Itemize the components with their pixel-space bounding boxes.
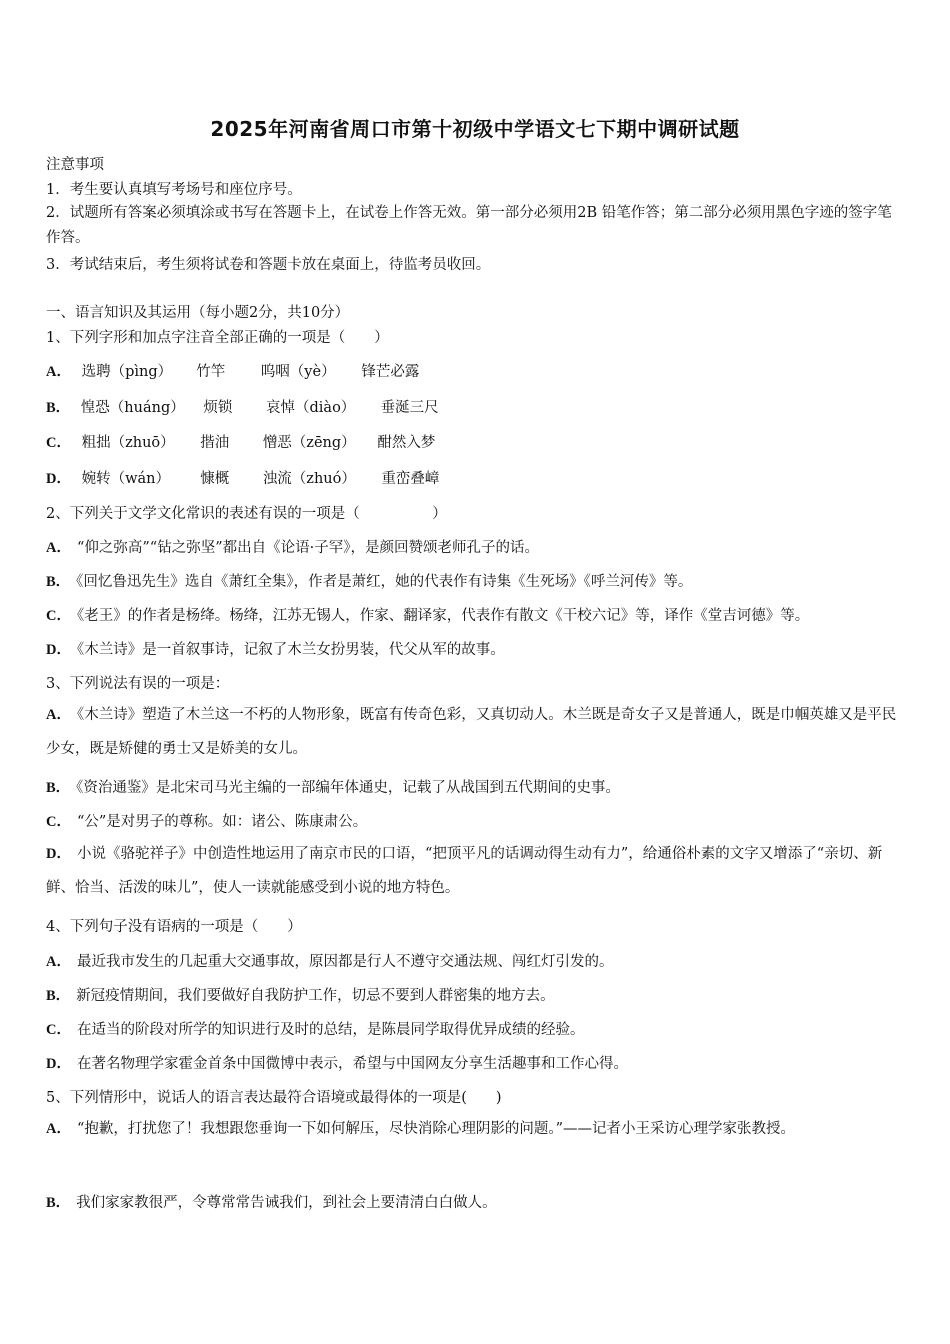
option-item: 憎恶（zēng） xyxy=(262,435,356,451)
option-label: B． xyxy=(46,400,71,416)
option-label: D． xyxy=(46,471,71,487)
question-stem: 4、下列句子没有语病的一项是（ ） xyxy=(46,919,302,935)
option-item: 哀悼（diào） xyxy=(266,400,356,416)
option-text: 《木兰诗》塑造了木兰这一不朽的人物形象，既富有传奇色彩，又真切动人。木兰既是奇女子又是普通人，既是巾帼英雄又是平民少女，既是矫健的勇士又是娇美的女儿。 xyxy=(46,707,897,757)
option-label: B． xyxy=(46,780,71,796)
option-label: B． xyxy=(46,988,71,1004)
option-item: 呜咽（yè） xyxy=(260,364,336,380)
option-row xyxy=(46,360,906,381)
notice-item: 1．考生要认真填写考场号和座位序号。 xyxy=(46,182,302,198)
option-text: 新冠疫情期间，我们要做好自我防护工作，切忌不要到人群密集的地方去。 xyxy=(76,988,555,1004)
option-item: 粗拙（zhuō） xyxy=(81,435,175,451)
option-label: C． xyxy=(46,1022,71,1038)
option-text: “公”是对男子的尊称。如：诸公、陈康肃公。 xyxy=(76,814,368,830)
option-row xyxy=(46,1112,906,1146)
option-label: A． xyxy=(46,954,71,970)
option-text: 小说《骆驼祥子》中创造性地运用了南京市民的口语，“把顶平凡的话调动得生动有力”，给通俗朴素的文字又增添了“亲切、新鲜、恰当、活泼的味儿”，使人一读就能感受到小说的地方特色。 xyxy=(46,846,883,896)
option-label: A． xyxy=(46,707,71,723)
option-text: 《资治通鉴》是北宋司马光主编的一部编年体通史，记载了从战国到五代期间的史事。 xyxy=(76,780,620,796)
option-label: C． xyxy=(46,814,71,830)
section-heading: 一、语言知识及其运用（每小题2分，共10分） xyxy=(46,305,350,321)
page-title: 2025年河南省周口市第十初级中学语文七下期中调研试题 xyxy=(210,117,740,141)
option-row xyxy=(46,536,906,557)
option-row xyxy=(46,698,906,766)
option-text: “仰之弥高”“钻之弥坚”都出自《论语·子罕》，是颜回赞颂老师孔子的话。 xyxy=(76,540,539,556)
option-item: 烦锁 xyxy=(203,400,233,416)
option-label: C． xyxy=(46,435,71,451)
option-text: 《老王》的作者是杨绛。杨绛，江苏无锡人，作家、翻译家，代表作有散文《干校六记》等，译作《堂吉诃德》等。 xyxy=(76,608,810,624)
option-label: A． xyxy=(46,540,71,556)
option-row xyxy=(46,810,906,831)
option-text: 最近我市发生的几起重大交通事故，原因都是行人不遵守交通法规、闯红灯引发的。 xyxy=(76,954,614,970)
option-label: D． xyxy=(46,1056,71,1072)
notice-item: 2．试题所有答案必须填涂或书写在答题卡上，在试卷上作答无效。第一部分必须用2B 铅笔作答；第二部分必须用黑色字迹的签字笔作答。 xyxy=(46,205,892,246)
question-stem: 5、下列情形中，说话人的语言表达最符合语境或最得体的一项是( ) xyxy=(46,1090,502,1106)
option-row xyxy=(46,467,906,488)
option-item: 酣然入梦 xyxy=(377,435,436,451)
option-item: 竹竿 xyxy=(196,364,226,380)
option-row xyxy=(46,984,906,1005)
option-item: 婉转（wán） xyxy=(81,471,170,487)
option-row xyxy=(46,1191,906,1212)
option-label: A． xyxy=(46,1121,71,1137)
option-text: 在著名物理学家霍金首条中国微博中表示，希望与中国网友分享生活趣事和工作心得。 xyxy=(76,1056,628,1072)
option-item: 锋芒必露 xyxy=(361,364,420,380)
option-row xyxy=(46,396,906,417)
option-item: 揩油 xyxy=(200,435,230,451)
option-row xyxy=(46,604,906,625)
notice-item: 3．考试结束后，考生须将试卷和答题卡放在桌面上，待监考员收回。 xyxy=(46,257,491,273)
option-label: B． xyxy=(46,574,71,590)
option-text: “抱歉，打扰您了！我想跟您垂询一下如何解压，尽快消除心理阴影的问题。”——记者小王采访心理学家张教授。 xyxy=(76,1121,796,1137)
option-row xyxy=(46,638,906,659)
option-label: D． xyxy=(46,642,71,658)
question-stem: 2、下列关于文学文化常识的表述有误的一项是（ ） xyxy=(46,506,447,522)
option-text: 《回忆鲁迅先生》选自《萧红全集》，作者是萧红，她的代表作有诗集《生死场》《呼兰河传》等。 xyxy=(76,574,693,590)
option-item: 选聘（pìng） xyxy=(81,364,173,380)
option-item: 惶恐（huáng） xyxy=(80,400,185,416)
option-item: 重峦叠嶂 xyxy=(381,471,440,487)
option-row xyxy=(46,837,906,905)
option-label: C． xyxy=(46,608,71,624)
option-row xyxy=(46,776,906,797)
option-row xyxy=(46,1052,906,1073)
option-row xyxy=(46,570,906,591)
notice-heading: 注意事项 xyxy=(46,157,104,173)
option-label: A． xyxy=(46,364,71,380)
option-text: 在适当的阶段对所学的知识进行及时的总结，是陈晨同学取得优异成绩的经验。 xyxy=(76,1022,585,1038)
option-item: 慷概 xyxy=(200,471,230,487)
option-text: 《木兰诗》是一首叙事诗，记叙了木兰女扮男装，代父从军的故事。 xyxy=(76,642,505,658)
question-stem: 3、下列说法有误的一项是： xyxy=(46,676,230,692)
question-stem: 1、下列字形和加点字注音全部正确的一项是（ ） xyxy=(46,330,389,346)
option-label: B． xyxy=(46,1195,71,1211)
option-row xyxy=(46,1018,906,1039)
option-label: D． xyxy=(46,846,71,862)
option-item: 浊流（zhuó） xyxy=(262,471,356,487)
option-row xyxy=(46,431,906,452)
option-row xyxy=(46,950,906,971)
option-item: 垂涎三尺 xyxy=(380,400,439,416)
option-text: 我们家家教很严，令尊常常告诫我们，到社会上要清清白白做人。 xyxy=(76,1195,497,1211)
